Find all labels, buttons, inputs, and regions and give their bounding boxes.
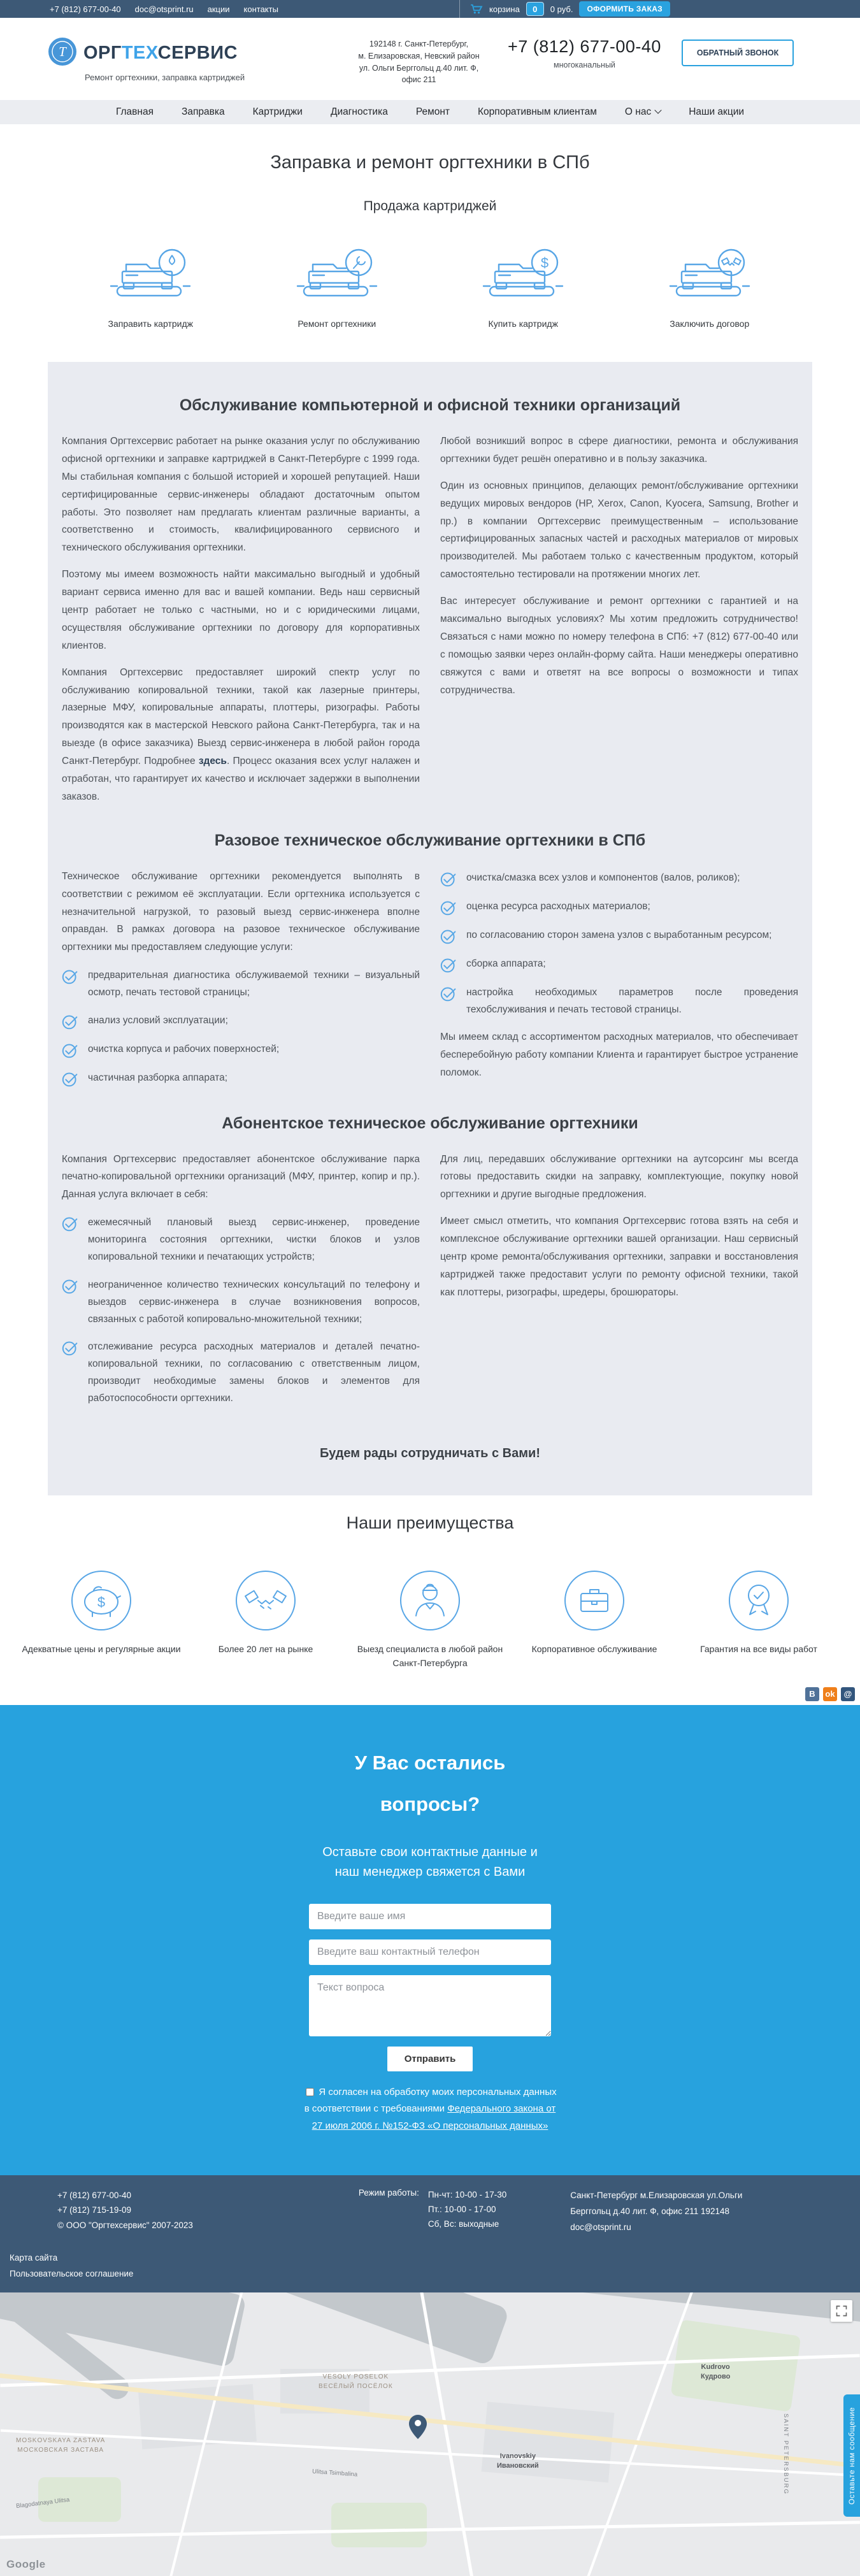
section1-title: Обслуживание компьютерной и офисной техники организаций xyxy=(179,396,681,414)
section1-right-column: Любой возникший вопрос в сфере диагностики, ремонта и обслуживания оргтехники будет решён оперативно и в пользу заказчика. Один из основных принципов, делающих ремонт/обслуживание оргтехники ведущих мировых вендоров (HP, Xerox, Canon, Kyocera, Samsung, Brother и пр.) в компании Оргтехсервис преимущественным – использование сертифицированных запасных частей и расходных материалов от мировых производителей. Мы работаем только с качественным продуктом, который самостоятельно тестировали на протяжении многих лет. Вас интересует обслуживание и ремонт оргтехники с гарантией и на максимально выгодных условиях? Мы хотим предложить сотрудничество! Связаться с нами можно по номеру телефона в СПб: +7 (812) 677-00-40 или с помощью заявки через онлайн-форму сайта. Наши менеджеры оперативно свяжутся с вами и ответят на все вопросы о возможности и типах сотрудничества. xyxy=(440,436,798,696)
topbar-email-link[interactable]: doc@otsprint.ru xyxy=(134,4,194,14)
main-nav xyxy=(0,100,860,124)
footer-contacts xyxy=(57,2188,193,2236)
vk-icon[interactable]: В xyxy=(805,1687,819,1701)
header-address: 192148 г. Санкт-Петербург, м. Елизаровская, Невский район ул. Ольги Берггольц д.40 лит. Ф, офис 211 xyxy=(358,40,480,85)
printer-dollar-icon xyxy=(430,247,617,308)
cart-total: 0 руб. xyxy=(550,4,573,14)
map-district-label: VESOLY POSELOK ВЕСЁЛЫЙ ПОСЁЛОК xyxy=(319,2373,393,2390)
footer-copyright: © ООО "Оргтехсервис" 2007-2023 xyxy=(57,2220,193,2230)
fullscreen-button[interactable] xyxy=(831,2300,852,2322)
page-title: Заправка и ремонт оргтехники в СПб xyxy=(270,152,590,173)
sitemap-link[interactable]: Карта сайта xyxy=(10,2252,58,2263)
service-contract[interactable]: Заключить договор xyxy=(617,247,803,329)
service-refill-cartridge[interactable]: Заправить картридж xyxy=(57,247,244,329)
list-item: настройка необходимых параметров после проведения техобслуживания и печать тестовой страницы. xyxy=(440,984,798,1018)
list-item: ежемесячный плановый выезд сервис-инженер, проведение мониторинга состояния оргтехники, чистки блоков и узлов копировальной техники и печатающих устройств; xyxy=(62,1214,420,1265)
nav-item-home[interactable]: Главная xyxy=(115,106,154,117)
specialist-icon xyxy=(348,1567,512,1634)
nav-item-repair[interactable]: Ремонт xyxy=(415,106,450,117)
nav-item-about[interactable]: О нас xyxy=(625,106,661,118)
advantage-experience: Более 20 лет на рынке xyxy=(183,1567,348,1670)
list-item: очистка корпуса и рабочих поверхностей; xyxy=(62,1040,420,1059)
cart-count-badge: 0 xyxy=(526,2,544,16)
map-city-label: Ivanovskiy Ивановский xyxy=(497,2452,539,2470)
handshake-icon xyxy=(183,1567,348,1634)
terms-link[interactable]: Пользовательское соглашение xyxy=(10,2269,134,2279)
nav-item-corporate[interactable]: Корпоративным клиентам xyxy=(478,106,597,117)
briefcase-icon xyxy=(512,1567,677,1634)
nav-item-diagnostics[interactable]: Диагностика xyxy=(330,106,388,117)
advantage-corporate: Корпоративное обслуживание xyxy=(512,1567,677,1670)
advantage-warranty: Гарантия на все виды работ xyxy=(677,1567,841,1670)
section1-left-column: Компания Оргтехсервис работает на рынке оказания услуг по обслуживанию офисной оргтехники и заправке картриджей в Санкт-Петербурге с 1999 года. Мы стабильная компания с большой историей и хорошей репутацией. Наши сертифицированные сервис-инженеры обладают достаточным опытом работы. Это позволяет нам предлагать клиентам различные варианты, а соответственно и стоимость, квалифицированного сервисного и технического обслуживания оргтехники. Поэтому мы имеем возможность найти максимально выгодный и удобный вариант сервиса именно для вас и вашей компании. Ведь наш сервисный центр работает не только с частными, но и с юридическими лицами, осуществляя обслуживание оргтехники по договору для корпоративных клиентов. Компания Оргтехсервис предоставляет широкий спектр услуг по обслуживанию копировальной техники, такой как лазерные принтеры, лазерные МФУ, копировальные аппараты, плоттеры, ризографы. Работы производятся как в мастерской Невского района Санкт-Петербурга, так и на выезде (в офисе заказчика) Выезд сервис-инженера в любой район города Санкт-Петербург. Подробнее здесь. Процесс оказания всех услуг налажен и отработан, что гарантирует их качество и исключает задержки в выполнении заказов. xyxy=(62,436,420,802)
logo-tagline: Ремонт оргтехники, заправка картриджей xyxy=(85,73,245,82)
list-item: очистка/смазка всех узлов и компонентов (валов, роликов); xyxy=(440,869,798,888)
nav-item-refill[interactable]: Заправка xyxy=(181,106,225,117)
logo-title: ОРГТЕХСЕРВИС xyxy=(83,43,238,63)
service-buy-cartridge[interactable]: $ Купить картридж xyxy=(430,247,617,329)
advantage-prices: $ Адекватные цены и регулярные акции xyxy=(19,1567,183,1670)
odnoklassniki-icon[interactable]: ok xyxy=(823,1687,837,1701)
section2-right-column: очистка/смазка всех узлов и компонентов (валов, роликов); оценка ресурса расходных материалов; по согласованию сторон замена узлов с выработанным ресурсом; сборка аппарата; настройка необходимых параметров после проведения техобслуживания и печать тестовой страницы. Мы имеем склад с ассортиментом расходных материалов, что обеспечивает бесперебойную работу компании Клиента и гарантирует быстрое устранение поломок. xyxy=(440,859,798,1098)
social-links xyxy=(0,1671,860,1705)
form-title: У Вас остались вопросы? xyxy=(354,1751,506,1815)
checkout-button[interactable]: ОФОРМИТЬ ЗАКАЗ xyxy=(579,1,670,17)
chat-tab[interactable]: Оставьте нам сообщение xyxy=(843,2394,860,2517)
details-link[interactable]: здесь xyxy=(198,756,227,767)
section3-right-column: Для лиц, передавших обслуживание оргтехники на аутсорсинг мы всегда готовы предоставить скидки на заправку, комплектующие, покупку новой оргтехники и другие выгодные предложения. Имеет смысл отметить, что компания Оргтехсервис готова взять на себя и комплексное обслуживание оргтехники вашей организации. Наш сервисный центр кроме ремонта/обслуживания оргтехники, заправки и восстановления картриджей также предоставит услуги по ремонту офисной техники, такой как плоттеры, ризографы, шредеры, брошюраторы. xyxy=(440,1153,798,1298)
logo-icon xyxy=(48,37,77,69)
advantages-section xyxy=(0,1513,860,1670)
advantage-onsite-visit: Выезд специалиста в любой район Санкт-Петербурга xyxy=(348,1567,512,1670)
map-region-label: SAINT PETERSBURG xyxy=(782,2413,789,2495)
list-item: неограниченное количество технических консультаций по телефону и выездов сервис-инженера в случае возникновения вопросов, связанных с работой копировально-множительной техники; xyxy=(62,1276,420,1328)
chevron-down-icon xyxy=(655,106,662,113)
location-map[interactable] xyxy=(0,2292,860,2576)
list-item: частичная разборка аппарата; xyxy=(62,1069,420,1088)
consent-block: Я согласен на обработку моих персональных данных в соответствии с требованиями Федерального закона от 27 июля 2006 г. №152-ФЗ «О персональных данных» xyxy=(304,2087,557,2131)
footer-phone2: +7 (812) 715-19-09 xyxy=(57,2205,131,2215)
footer-schedule: Пн-чт: 10-00 - 17-30 Пт.: 10-00 - 17-00 Сб, Вс: выходные xyxy=(427,2189,507,2229)
section2-left-column: Техническое обслуживание оргтехники рекомендуется выполнять в соответствии с режимом её эксплуатации. Если оргтехника используется с незначительной нагрузкой, то разовый выезд сервис-инженера вполне оправдан. В рамках договора на разовое техническое обслуживание оргтехники мы предоставляем следующие услуги: предварительная диагностика обслуживаемой техники – визуальный осмотр, печать тестовой страницы; анализ условий эксплуатации; очистка корпуса и рабочих поверхностей; частичная разборка аппарата; xyxy=(62,859,420,1098)
footer-email: doc@otsprint.ru xyxy=(570,2222,631,2232)
cooperation-cta: Будем рады сотрудничать с Вами! xyxy=(320,1446,540,1461)
header-phone-note: многоканальный xyxy=(554,61,615,69)
mailru-icon[interactable]: @ xyxy=(841,1687,855,1701)
warranty-medal-icon xyxy=(677,1567,841,1634)
consent-checkbox[interactable] xyxy=(306,2088,314,2096)
question-form-section xyxy=(0,1705,860,2175)
list-item: анализ условий эксплуатации; xyxy=(62,1012,420,1030)
map-district-label: MOSKOVSKAYA ZASTAVA МОСКОВСКАЯ ЗАСТАВА xyxy=(16,2436,106,2454)
map-city-label: Kudrovo Кудрово xyxy=(701,2363,731,2381)
map-water xyxy=(445,2292,860,2326)
service-repair[interactable]: Ремонт оргтехники xyxy=(244,247,431,329)
phone-input[interactable] xyxy=(309,1939,551,1965)
name-input[interactable] xyxy=(309,1904,551,1929)
list-item: оценка ресурса расходных материалов; xyxy=(440,898,798,916)
topbar-phone: +7 (812) 677-00-40 xyxy=(50,4,121,14)
printer-drop-icon xyxy=(57,247,244,308)
map-street-label: Ulitsa Tsimbalina xyxy=(312,2468,358,2479)
site-footer xyxy=(0,2175,860,2292)
map-street-label: Blagodatnaya Ulitsa xyxy=(15,2496,70,2510)
form-subtitle: Оставьте свои контактные данные и наш менеджер свяжется с Вами xyxy=(322,1845,538,1879)
header-phone: +7 (812) 677-00-40 xyxy=(508,37,661,56)
section2-title: Разовое техническое обслуживание оргтехники в СПб xyxy=(214,831,646,849)
hero-section xyxy=(0,124,860,362)
nav-item-promos[interactable]: Наши акции xyxy=(689,106,745,117)
top-bar xyxy=(0,0,860,18)
svg-text:$: $ xyxy=(541,255,549,271)
footer-phone1: +7 (812) 677-00-40 xyxy=(57,2190,131,2200)
callback-button[interactable]: ОБРАТНЫЙ ЗВОНОК xyxy=(682,40,794,66)
privacy-law-link[interactable]: Федерального закона от 27 июля 2006 г. №152-ФЗ «О персональных данных» xyxy=(312,2103,556,2131)
nav-item-cartridges[interactable]: Картриджи xyxy=(252,106,303,117)
list-item: по согласованию сторон замена узлов с выработанным ресурсом; xyxy=(440,926,798,945)
page-subtitle: Продажа картриджей xyxy=(363,199,497,213)
submit-button[interactable]: Отправить xyxy=(387,2047,473,2071)
question-textarea[interactable] xyxy=(309,1975,551,2036)
printer-wrench-icon xyxy=(244,247,431,308)
site-header xyxy=(0,18,860,100)
map-pin-icon xyxy=(409,2415,427,2442)
cart-icon[interactable] xyxy=(470,4,483,14)
svg-text:Т: Т xyxy=(59,44,66,59)
list-item: отслеживание ресурса расходных материалов и деталей печатно-копировальной техники, по согласованию с ответственным лицом, производит необходимые замены блоков и элементов для работоспособности оргтехники. xyxy=(62,1338,420,1407)
list-item: предварительная диагностика обслуживаемой техники – визуальный осмотр, печать тестовой страницы; xyxy=(62,967,420,1001)
svg-text:$: $ xyxy=(97,1594,106,1611)
printer-handshake-icon xyxy=(617,247,803,308)
logo[interactable] xyxy=(48,37,258,82)
section3-left-column: Компания Оргтехсервис предоставляет абонентское обслуживание парка печатно-копировальной оргтехники организаций (МФУ, принтер, копир и пр.). Данная услуга включает в себя: ежемесячный плановый выезд сервис-инженер, проведение мониторинга состояния оргтехники, чистки блоков и узлов копировальной техники и печатающих устройств; неограниченное количество технических консультаций по телефону и выездов сервис-инженера в случае возникновения вопросов, связанных с работой копировально-множительной техники; отслеживание ресурса расходных материалов и деталей печатно-копировальной техники, по согласованию с ответственным лицом, производит необходимые замены блоков и элементов для работоспособности оргтехники. xyxy=(62,1142,420,1418)
list-item: сборка аппарата; xyxy=(440,955,798,974)
footer-schedule-label: Режим работы: xyxy=(358,2187,419,2198)
topbar-contacts-link[interactable]: контакты xyxy=(243,4,278,14)
advantages-title: Наши преимущества xyxy=(346,1513,514,1533)
footer-address: Санкт-Петербург м.Елизаровская ул.Ольги Берггольц д.40 лит. Ф, офис 211 192148 doc@otsprint.ru xyxy=(570,2188,742,2236)
topbar-sales-link[interactable]: акции xyxy=(207,4,230,14)
map-park xyxy=(331,2503,427,2547)
section3-title: Абонентское техническое обслуживание оргтехники xyxy=(222,1114,638,1132)
google-logo: Google xyxy=(6,2558,46,2570)
piggy-bank-icon xyxy=(19,1567,183,1634)
cart-link[interactable]: корзина xyxy=(489,4,520,14)
main-content-card xyxy=(48,362,812,1495)
